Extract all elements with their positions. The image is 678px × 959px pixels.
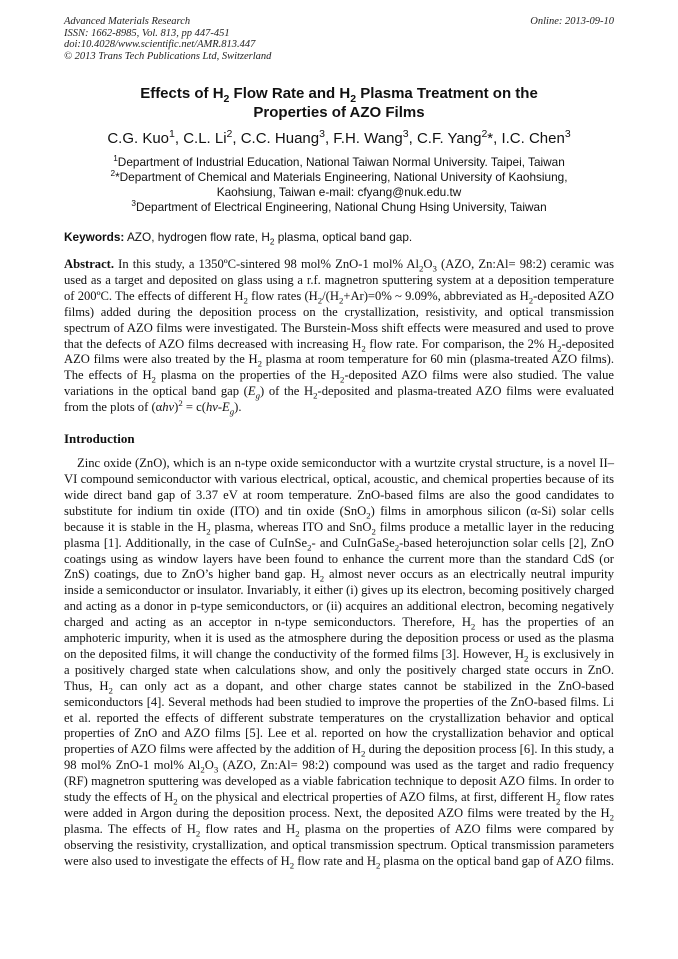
sub: 2 bbox=[361, 343, 366, 354]
affil-mark: 2 bbox=[110, 169, 116, 179]
sub: 2 bbox=[609, 812, 614, 823]
abstract-text: -deposited AZO films) added during the deposition process on the crystallization, resistivity, and optical transmission spectrum of AZO films were investigated. The Burstein-Moss shift effects were measured and used to prove that the defects of AZO films decreased with increasing H bbox=[64, 288, 614, 351]
sub: 2 bbox=[195, 828, 201, 839]
intro-text: during the deposition process [6]. In this study, a 98 mol% ZnO-1 mol% Al bbox=[64, 742, 615, 773]
abstract-text: = c( bbox=[182, 400, 206, 415]
sup: 2 bbox=[178, 397, 183, 408]
italic-var: E bbox=[222, 400, 230, 415]
abstract-text: ) of the H bbox=[259, 384, 314, 399]
corresponding-mark: * bbox=[487, 130, 494, 147]
author-affil-mark: 3 bbox=[319, 128, 325, 140]
sub: 2 bbox=[319, 573, 325, 584]
abstract-text: (AZO, Zn:Al= 98:2) ceramic was used as a target and deposited on glass using a r.f. magnetron sputtering system at a deposition temperature of 200ºC. The effects of different H bbox=[64, 257, 614, 303]
author-name: , C.F. Yang bbox=[408, 130, 482, 147]
intro-text: Zinc oxide (ZnO), which is an n-type oxide semiconductor with a wurtzite crystal structure, is a novel II–VI compound semiconductor with various electrical, optical, acoustic, and chemical properties because of its wide direct band gap of 3.37 eV at room temperature. ZnO-based films are also the good candidates to substitute for indium tin oxide (ITO) and tin oxide (SnO bbox=[64, 456, 614, 518]
intro-text: flow rates and H bbox=[200, 821, 296, 836]
sub: 2 bbox=[338, 295, 344, 306]
sub: 2 bbox=[173, 796, 178, 807]
title-sub: 2 bbox=[223, 93, 230, 105]
affiliations bbox=[64, 155, 614, 215]
intro-text: plasma on the properties of AZO films were compared by observing the resistivity, crystallization, and optical transmission spectrum. Optical transmission parameters were also used to investigate the effects of H bbox=[64, 821, 614, 868]
affil-mark: 3 bbox=[131, 199, 136, 209]
sub: 2 bbox=[289, 860, 295, 871]
journal-header bbox=[64, 16, 614, 62]
affil-mark: 1 bbox=[113, 154, 118, 164]
sub: 2 bbox=[419, 263, 424, 274]
intro-text: O bbox=[204, 758, 214, 773]
keywords-sub: 2 bbox=[269, 237, 275, 247]
sub: 2 bbox=[555, 796, 561, 807]
author-name: , C.C. Huang bbox=[232, 130, 320, 147]
keywords-text: AZO, hydrogen flow rate, H bbox=[124, 230, 270, 244]
abstract-text: ). bbox=[234, 400, 242, 415]
intro-text: ) films in amorphous silicon (α-Si) solar cells because it is stable in the H bbox=[64, 503, 614, 534]
online-date: Online: 2013-09-10 bbox=[530, 16, 614, 27]
sub: 2 bbox=[243, 295, 248, 306]
author-list bbox=[64, 129, 614, 149]
author-affil-mark: 3 bbox=[402, 128, 409, 140]
title-text: Flow Rate and H bbox=[229, 85, 351, 102]
sub: 2 bbox=[528, 295, 534, 306]
intro-text: plasma on the optical band gap of AZO films. bbox=[380, 853, 614, 868]
introduction-paragraph bbox=[64, 456, 614, 870]
abstract-text: +Ar)=0% ~ 9.09%, abbreviated as H bbox=[343, 288, 529, 303]
sub: 2 bbox=[151, 374, 156, 385]
sub: 2 bbox=[375, 860, 381, 871]
intro-text: on the physical and electrical properties of AZO films, at first, different H bbox=[177, 790, 556, 805]
intro-text: (AZO, Zn:Al= 98:2) compound was used as the target and radio frequency (RF) magnetron sputtering was developed as a viable fabrication technique to deposit AZO films. In order to study the effects of H bbox=[64, 758, 614, 805]
author-affil-mark: 2 bbox=[481, 128, 488, 140]
intro-text: flow rate and H bbox=[294, 853, 376, 868]
affil-text: *Department of Chemical and Materials Engineering, National University of Kaohsiung, bbox=[115, 170, 568, 184]
sub: 2 bbox=[361, 748, 366, 759]
abstract-text: flow rates (H bbox=[247, 288, 318, 303]
intro-text: - and CuInGaSe bbox=[311, 535, 395, 550]
abstract-text: - bbox=[217, 400, 223, 415]
abstract-text: -deposited AZO films were also treated by the H bbox=[64, 336, 614, 367]
author-affil-mark: 2 bbox=[226, 128, 233, 140]
affil-text: Department of Industrial Education, National Taiwan Normal University. Taipei, Taiwan bbox=[117, 155, 565, 169]
abstract-text: plasma at room temperature for 60 min (plasma-treated AZO films). The effects of H bbox=[64, 352, 614, 383]
paper-title bbox=[64, 84, 614, 122]
sub: 2 bbox=[317, 295, 323, 306]
author-affil-mark: 1 bbox=[169, 128, 175, 140]
sub: 2 bbox=[557, 343, 562, 354]
abstract-text: -deposited AZO films were also studied. The value variations in the optical band gap ( bbox=[64, 368, 614, 399]
author-name: C.G. Kuo bbox=[107, 130, 170, 147]
intro-text: flow rates were added in Argon during the deposition process. Next, the deposited AZO films were treated by the H bbox=[64, 790, 615, 820]
title-text: Plasma Treatment on the bbox=[356, 85, 538, 102]
sub: 2 bbox=[295, 828, 300, 839]
title-text: Properties of AZO Films bbox=[253, 104, 425, 121]
affiliation-1 bbox=[64, 155, 614, 170]
abstract-text: plasma on the properties of the H bbox=[155, 368, 341, 383]
journal-doi: doi:10.4028/www.scientific.net/AMR.813.447 bbox=[64, 39, 256, 50]
journal-issn: ISSN: 1662-8985, Vol. 813, pp 447-451 bbox=[64, 27, 230, 39]
keywords-label: Keywords: bbox=[64, 230, 125, 244]
sub: 2 bbox=[307, 542, 312, 553]
sub: 2 bbox=[523, 653, 529, 664]
intro-text: is exclusively in a positively charged state when calculations show, and only the positively charged state occurs in ZnO. Thus, H bbox=[64, 646, 614, 693]
abstract-text: ) bbox=[174, 400, 179, 415]
abstract-text: O bbox=[423, 257, 433, 271]
author-name: , I.C. Chen bbox=[493, 130, 565, 147]
abstract-text: flow rate. For comparison, the 2% H bbox=[365, 336, 558, 351]
abstract-text: /(H bbox=[322, 288, 339, 303]
abstract-label: Abstract. bbox=[64, 257, 115, 271]
author-name: , F.H. Wang bbox=[324, 130, 403, 147]
italic-var: hv bbox=[162, 400, 175, 415]
abstract-text: In this study, a 1350ºC-sintered 98 mol% ZnO-1 mol% Al bbox=[114, 257, 419, 271]
title-text: Effects of H bbox=[140, 85, 224, 102]
affiliation-2-cont: Kaohsiung, Taiwan e-mail: cfyang@nuk.edu.tw bbox=[216, 185, 462, 199]
sub: 2 bbox=[257, 358, 263, 369]
italic-var: hv bbox=[205, 400, 218, 415]
sub: 2 bbox=[470, 621, 476, 632]
sub: 2 bbox=[108, 685, 113, 696]
italic-var: E bbox=[247, 384, 256, 399]
intro-text: plasma, whereas ITO and SnO bbox=[210, 519, 372, 534]
title-sub: 2 bbox=[350, 93, 357, 105]
keywords-text: plasma, optical band gap. bbox=[274, 230, 413, 244]
affiliation-3 bbox=[64, 200, 614, 215]
affil-text: Department of Electrical Engineering, National Chung Hsing University, Taiwan bbox=[135, 200, 547, 214]
abstract-text: -deposited and plasma-treated AZO films were evaluated from the plots of (α bbox=[64, 384, 614, 415]
sub: 2 bbox=[394, 542, 400, 553]
journal-copyright: © 2013 Trans Tech Publications Ltd, Switzerland bbox=[64, 50, 272, 62]
abstract bbox=[64, 257, 614, 416]
author-name: , C.L. Li bbox=[174, 130, 227, 147]
sub: g bbox=[255, 390, 260, 401]
journal-name: Advanced Materials Research bbox=[64, 16, 191, 27]
sub: 2 bbox=[340, 374, 345, 385]
section-heading-introduction: Introduction bbox=[64, 431, 135, 447]
intro-text: plasma. The effects of H bbox=[64, 821, 196, 836]
sub: 2 bbox=[371, 526, 376, 537]
sub: 3 bbox=[432, 263, 437, 274]
intro-text: can only act as a dopant, and other charge states cannot be stabilized in the ZnO-based semiconductors [4]. Several methods had been studied to improve the properties of the ZnO-based films. Li et al. reported the effects of different substrate temperatures on the crystallization behavior and optical properties of ZnO and AZO films [5]. Lee et al. reported on how the crystallization behavior and optical properties of AZO films were affected by the addition of H bbox=[64, 678, 614, 757]
sub: 2 bbox=[313, 390, 318, 401]
keywords bbox=[64, 230, 614, 247]
sub: 2 bbox=[366, 510, 371, 521]
sub: g bbox=[229, 406, 235, 417]
intro-text: almost never occurs as an electrically neutral impurity inside a semiconductor or insulator. Invariably, it either (i) gives up its electron, becoming positively charged and acting as a donor in p-type semiconductors, or (ii) acquires an additional electron, becoming negatively charged and acting as an acceptor in n-type semiconductors. Therefore, H bbox=[64, 567, 614, 630]
affiliation-2 bbox=[64, 170, 614, 185]
author-affil-mark: 3 bbox=[564, 128, 571, 140]
sub: 2 bbox=[206, 526, 211, 537]
sub: 3 bbox=[213, 764, 219, 775]
sub: 2 bbox=[200, 764, 205, 775]
intro-text: -based heterojunction solar cells [2], ZnO coatings using as window layers have been found to enhance the current more than the standard CdS (or ZnS) coatings, due to ZnO’s higher band gap. H bbox=[64, 535, 615, 582]
intro-text: has the properties of an amphoteric impurity, when it is used as the atmosphere during the deposition process or used as the plasma on the deposited films, it will change the conductivity of the formed films [3]. However, H bbox=[64, 615, 614, 661]
intro-text: films produce a metallic layer in the reducing plasma [1]. Additionally, in the case of CuInSe bbox=[64, 519, 614, 550]
